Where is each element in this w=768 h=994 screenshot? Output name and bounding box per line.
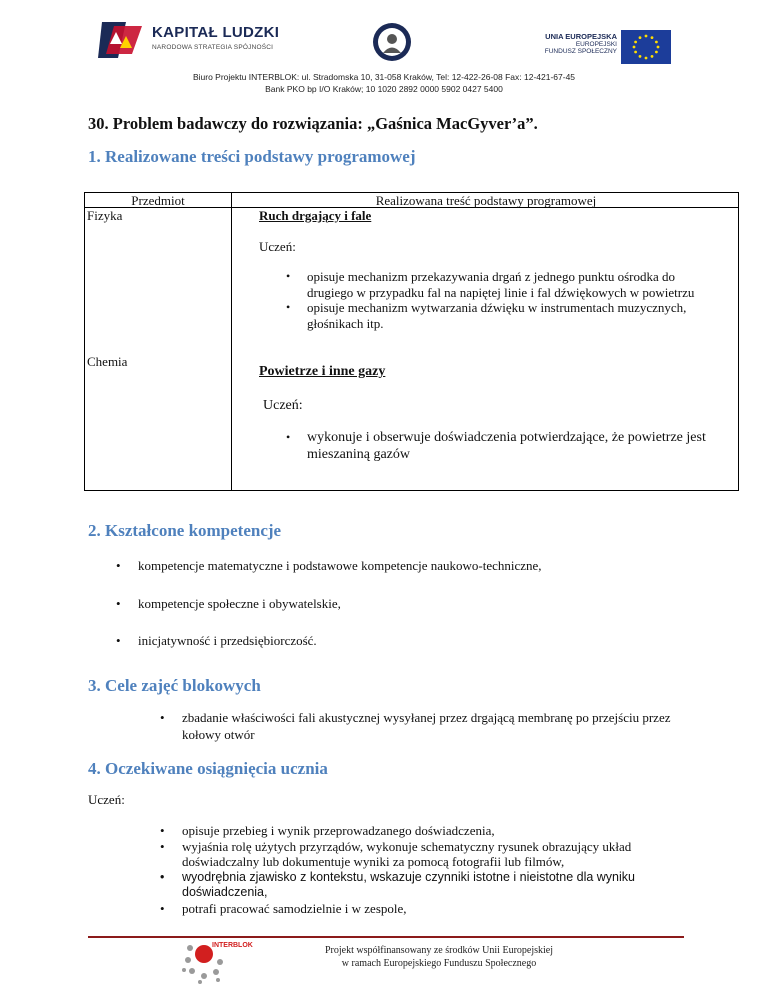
- seal-icon: [372, 22, 412, 62]
- table-column-divider: [231, 193, 232, 490]
- section-4-heading: 4. Oczekiwane osiągnięcia ucznia: [88, 759, 328, 778]
- table-topic-chemistry: Powietrze i inne gazy: [259, 364, 386, 379]
- list-item: • opisuje mechanizm wytwarzania dźwięku w instrumentach muzycznych, głośnikach itp.: [307, 300, 707, 331]
- list-item: • inicjatywność i przedsiębiorczość.: [138, 633, 718, 649]
- list-item: • kompetencje matematyczne i podstawowe kompetencje naukowo-techniczne,: [138, 558, 718, 574]
- interblok-logo: [178, 940, 258, 985]
- expected-outcomes-list: [182, 823, 702, 916]
- list-item: • opisuje przebieg i wynik przeprowadzanego doświadczenia,: [182, 823, 702, 839]
- table-header-content: Realizowana treść podstawy programowej: [375, 193, 597, 208]
- address-line-1: Biuro Projektu INTERBLOK: ul. Stradomska 10, 31-058 Kraków, Tel: 12-422-26-08 Fax: 12-421-67-45: [192, 72, 576, 82]
- physics-outcomes-list: [307, 269, 707, 331]
- table-subject-physics: Fizyka: [87, 208, 123, 223]
- section-3-heading: 3. Cele zajęć blokowych: [88, 676, 261, 695]
- footer-line-1: Projekt współfinansowany ze środków Unii Europejskiej: [324, 945, 554, 956]
- chemistry-outcomes-list: [307, 429, 707, 463]
- list-item: • opisuje mechanizm przekazywania drgań z jednego punktu ośrodka do drugiego w przypadku fal na napiętej linie i fal dźwiękowych w powietrzu: [307, 269, 707, 300]
- list-item: • wykonuje i obserwuje doświadczenia potwierdzające, że powietrze jest mieszaniną gazów: [307, 429, 707, 463]
- block-goals-list: [182, 709, 682, 743]
- table-student-label-physics: Uczeń:: [259, 239, 296, 254]
- competences-list: [138, 558, 718, 649]
- table-subject-chemistry: Chemia: [87, 354, 128, 369]
- address-line-2: Bank PKO bp I/O Kraków; 10 1020 2892 0000 5902 0427 5400: [265, 84, 503, 94]
- eu-logo: [540, 28, 675, 68]
- eu-logo-line2: EUROPEJSKI: [575, 41, 617, 48]
- section-1-heading: 1. Realizowane treści podstawy programowej: [88, 147, 416, 166]
- footer-text: [284, 944, 594, 970]
- list-item: • zbadanie właściwości fali akustycznej wysyłanej przez drgającą membranę po przejściu przez kołowy otwór: [182, 709, 682, 743]
- list-item: • kompetencje społeczne i obywatelskie,: [138, 596, 718, 612]
- eu-logo-line3: FUNDUSZ SPOŁECZNY: [544, 48, 617, 55]
- list-item: • potrafi pracować samodzielnie i w zespole,: [182, 901, 702, 917]
- section-2-heading: 2. Kształcone kompetencje: [88, 521, 282, 540]
- table-student-label-chemistry: Uczeń:: [263, 398, 303, 413]
- list-item: • wyodrębnia zjawisko z kontekstu, wskazuje czynniki istotne i nieistotne dla wyniku doświadczenia,: [182, 870, 702, 901]
- footer-line-2: w ramach Europejskiego Funduszu Społecznego: [341, 958, 537, 969]
- list-item: • wyjaśnia rolę użytych przyrządów, wykonuje schematyczny rysunek obrazujący układ doświadczalny lub dokumentuje wyniki za pomocą fotografii lub filmów,: [182, 839, 702, 870]
- document-title: 30. Problem badawczy do rozwiązania: „Gaśnica MacGyver’a”.: [88, 114, 538, 133]
- footer-rule: [88, 936, 684, 938]
- kapital-ludzki-logo: [96, 18, 286, 64]
- eu-logo-line1: UNIA EUROPEJSKA: [545, 32, 617, 41]
- kapital-ludzki-subtitle: NARODOWA STRATEGIA SPÓJNOŚCI: [152, 44, 274, 51]
- curriculum-table: [84, 192, 739, 491]
- table-topic-physics: Ruch drgający i fale: [259, 208, 372, 223]
- section-4-intro: Uczeń:: [88, 792, 125, 807]
- school-seal-logo: [372, 22, 412, 62]
- table-header-subject: Przedmiot: [131, 193, 185, 208]
- kapital-ludzki-emblem-icon: [96, 18, 148, 62]
- kapital-ludzki-title: KAPITAŁ LUDZKI: [152, 24, 280, 41]
- interblok-logo-text: INTERBLOK: [212, 942, 253, 949]
- eu-flag-icon: [621, 30, 671, 64]
